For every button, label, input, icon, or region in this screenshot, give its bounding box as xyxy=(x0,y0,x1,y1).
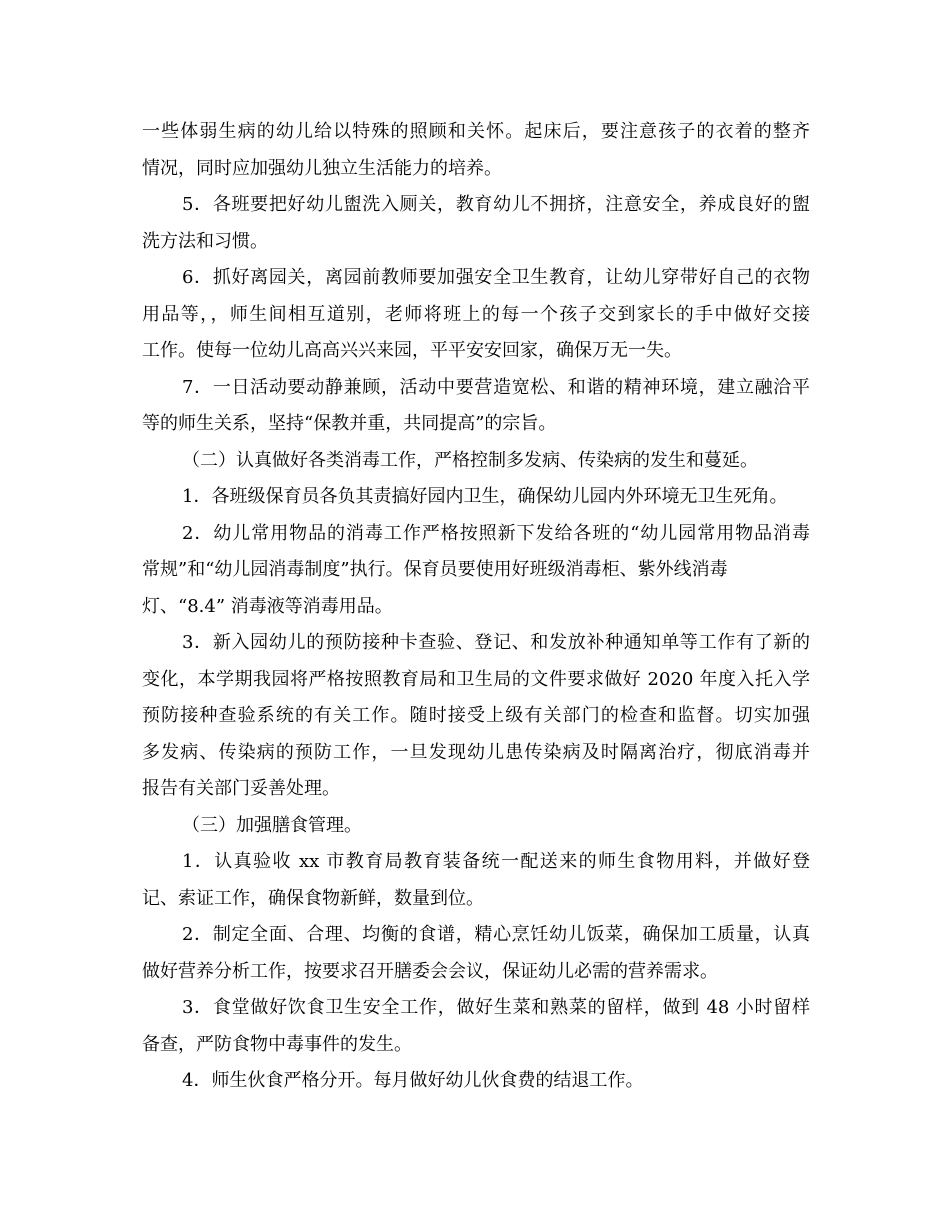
paragraph-line: 2．制定全面、合理、均衡的食谱，精心烹饪幼儿饭菜，确保加工质量，认真 xyxy=(182,924,810,945)
paragraph-line: 7．一日活动要动静兼顾，活动中要营造宽松、和谐的精神环境，建立融洽平 xyxy=(182,376,810,398)
paragraph-line: 3．新入园幼儿的预防接种卡查验、登记、和发放补种通知单等工作有了新的 xyxy=(182,632,810,653)
paragraph-line: 等的师生关系，坚持“保教并重，共同提高”的宗旨。 xyxy=(142,413,557,434)
paragraph-line: 5．各班要把好幼儿盥洗入厕关，教育幼儿不拥挤，注意安全，养成良好的盥 xyxy=(182,194,810,215)
paragraph-line: 2．幼儿常用物品的消毒工作严格按照新下发给各班的“幼儿园常用物品消毒 xyxy=(182,522,810,544)
paragraph-line: 洗方法和习惯。 xyxy=(142,230,268,252)
paragraph-line: 情况，同时应加强幼儿独立生活能力的培养。 xyxy=(142,157,502,179)
paragraph-line: 报告有关部门妥善处理。 xyxy=(142,778,340,799)
paragraph-line: 工作。使每一位幼儿高高兴兴来园，平平安安回家，确保万无一失。 xyxy=(142,340,682,361)
paragraph-line: 变化，本学期我园将严格按照教育局和卫生局的文件要求做好 2020 年度入托入学 xyxy=(142,668,810,690)
paragraph-line: 6．抓好离园关，离园前教师要加强安全卫生教育，让幼儿穿带好自己的衣物 xyxy=(182,267,810,288)
document-page xyxy=(142,114,810,1100)
paragraph-line: 常规”和“幼儿园消毒制度”执行。保育员要使用好班级消毒柜、紫外线消毒 xyxy=(142,559,728,580)
paragraph-line: 一些体弱生病的幼儿给以特殊的照顾和关怀。起床后，要注意孩子的衣着的整齐 xyxy=(142,121,810,142)
paragraph-line: 预防接种查验系统的有关工作。随时接受上级有关部门的检查和监督。切实加强 xyxy=(142,705,810,726)
paragraph-line: 灯、“8.4” 消毒液等消毒用品。 xyxy=(142,595,393,617)
section-heading: （二）认真做好各类消毒工作，严格控制多发病、传染病的发生和蔓延。 xyxy=(182,449,758,471)
paragraph-line: 做好营养分析工作，按要求召开膳委会会议，保证幼儿必需的营养需求。 xyxy=(142,960,718,982)
paragraph-line: 记、索证工作，确保食物新鲜，数量到位。 xyxy=(142,887,484,909)
section-heading: （三）加强膳食管理。 xyxy=(182,814,362,836)
paragraph-line: 用品等，，师生间相互道别，老师将班上的每一个孩子交到家长的手中做好交接 xyxy=(142,303,810,325)
paragraph-line: 1．认真验收 xx 市教育局教育装备统一配送来的师生食物用料，并做好登 xyxy=(182,851,810,872)
paragraph-line: 多发病、传染病的预防工作，一旦发现幼儿患传染病及时隔离治疗，彻底消毒并 xyxy=(142,741,810,763)
paragraph-line: 备查，严防食物中毒事件的发生。 xyxy=(142,1033,412,1055)
paragraph-line: 4．师生伙食严格分开。每月做好幼儿伙食费的结退工作。 xyxy=(182,1070,644,1091)
paragraph-line: 1．各班级保育员各负其责搞好园内卫生，确保幼儿园内外环境无卫生死角。 xyxy=(182,486,788,507)
paragraph-line: 3．食堂做好饮食卫生安全工作，做好生菜和熟菜的留样，做到 48 小时留样 xyxy=(182,997,810,1018)
